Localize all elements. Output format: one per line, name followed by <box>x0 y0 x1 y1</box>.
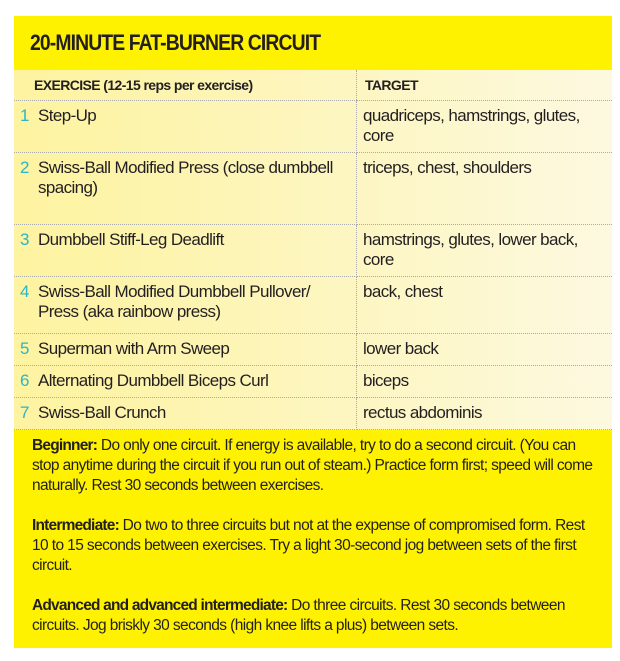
exercise-cell <box>14 153 357 225</box>
exercise-number: 6 <box>20 371 29 390</box>
note-intermediate <box>32 516 602 576</box>
target-cell: hamstrings, glutes, lower back, core <box>357 225 613 277</box>
exercise-number: 1 <box>20 106 29 125</box>
exercise-number: 3 <box>20 230 29 249</box>
target-cell: rectus abdominis <box>357 398 613 430</box>
exercise-cell <box>14 334 357 366</box>
table-row <box>14 101 612 153</box>
target-cell: quadriceps, hamstrings, glutes, core <box>357 101 613 153</box>
table-header <box>14 70 612 101</box>
note-text: Do two to three circuits but not at the expense of compromised form. Rest 10 to 15 seconds between exercises. Try a light 30-second jog between sets of the first circuit. <box>32 517 585 574</box>
exercise-cell <box>14 398 357 430</box>
column-header-exercise: EXERCISE (12-15 reps per exercise) <box>14 70 357 101</box>
exercise-name: Alternating Dumbbell Biceps Curl <box>38 371 269 390</box>
exercise-name: Superman with Arm Sweep <box>38 339 230 358</box>
note-label: Beginner: <box>32 437 98 454</box>
target-cell: lower back <box>357 334 613 366</box>
table-row <box>14 153 612 225</box>
note-text: Do only one circuit. If energy is available, try to do a second circuit. (You can stop anytime during the circuit if you run out of steam.) Practice form first; speed will come naturally. Rest 30 seconds between exercises. <box>32 437 593 494</box>
exercise-name: Swiss-Ball Modified Press (close dumbbell spacing) <box>38 158 333 197</box>
exercise-name: Swiss-Ball Modified Dumbbell Pullover/ Press (aka rainbow press) <box>38 282 310 321</box>
level-notes <box>32 436 602 656</box>
note-beginner <box>32 436 602 496</box>
table-row <box>14 277 612 334</box>
target-cell: triceps, chest, shoulders <box>357 153 613 225</box>
target-cell: back, chest <box>357 277 613 334</box>
table-row <box>14 366 612 398</box>
exercise-name: Dumbbell Stiff-Leg Deadlift <box>38 230 224 249</box>
note-label: Advanced and advanced intermediate: <box>32 597 288 614</box>
exercise-name: Step-Up <box>38 106 97 125</box>
exercise-cell <box>14 101 357 153</box>
table-row <box>14 225 612 277</box>
exercise-cell <box>14 366 357 398</box>
exercise-number: 4 <box>20 282 29 301</box>
target-cell: biceps <box>357 366 613 398</box>
exercise-number: 2 <box>20 158 29 177</box>
exercise-number: 7 <box>20 403 29 422</box>
circuit-panel <box>14 16 612 648</box>
table-row <box>14 334 612 366</box>
exercise-name: Swiss-Ball Crunch <box>38 403 166 422</box>
exercise-table <box>14 70 612 430</box>
column-header-target: TARGET <box>357 70 613 101</box>
panel-title: 20-MINUTE FAT-BURNER CIRCUIT <box>30 30 321 55</box>
exercise-number: 5 <box>20 339 29 358</box>
table-row <box>14 398 612 430</box>
note-advanced <box>32 596 602 636</box>
exercise-cell <box>14 225 357 277</box>
exercise-cell <box>14 277 357 334</box>
note-text: Do three circuits. Rest 30 seconds between circuits. Jog briskly 30 seconds (high knee lifts a plus) between sets. <box>32 597 565 634</box>
note-label: Intermediate: <box>32 517 119 534</box>
